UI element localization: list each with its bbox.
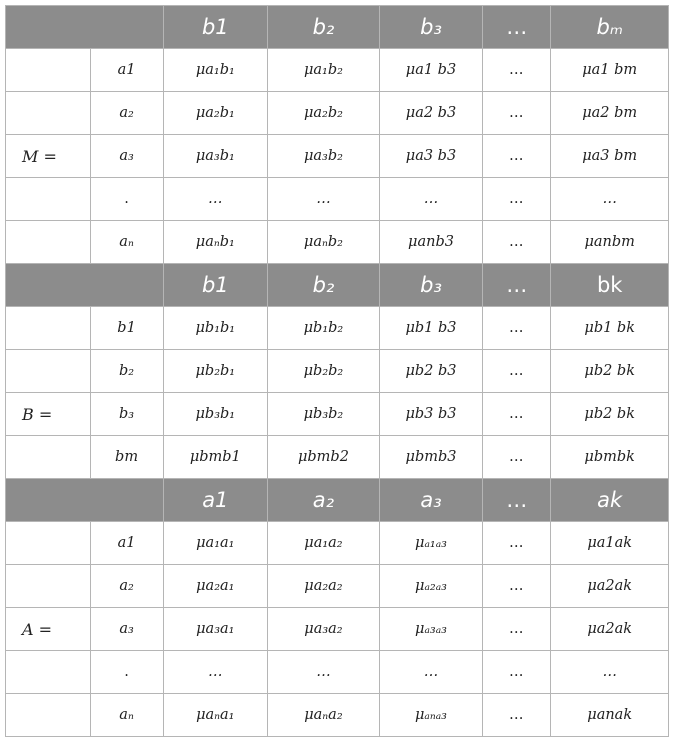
row-header-cell: a₃ [90, 135, 163, 178]
matrix-cell: … [483, 221, 551, 264]
column-header: … [483, 6, 551, 49]
label-cell [6, 436, 91, 479]
matrix-cell: μbmb2 [268, 436, 380, 479]
matrix-cell: μa3 bm [551, 135, 669, 178]
label-cell [6, 221, 91, 264]
matrix-cell: … [483, 393, 551, 436]
table-row [6, 135, 669, 178]
matrix-cell: μa₂a₁ [163, 565, 268, 608]
column-header: b1 [163, 6, 268, 49]
matrix-cell: μaₙb₁ [163, 221, 268, 264]
matrix-cell: μa₃b₁ [163, 135, 268, 178]
matrix-cell: μa2 bm [551, 92, 669, 135]
column-header: a₃ [379, 479, 482, 522]
row-header-cell: b1 [90, 307, 163, 350]
matrix-cell: μb3 b3 [379, 393, 482, 436]
matrix-cell: μanak [551, 694, 669, 737]
matrix-cell: μₐₙₐ₃ [379, 694, 482, 737]
matrix-label: M = [6, 135, 91, 178]
matrix-cell: … [483, 92, 551, 135]
matrix-cell: μa1ak [551, 522, 669, 565]
matrix-cell: μb2 bk [551, 350, 669, 393]
row-header-cell: aₙ [90, 694, 163, 737]
label-cell [6, 49, 91, 92]
matrix-cell: μa₃a₂ [268, 608, 380, 651]
matrix-cell: … [483, 178, 551, 221]
column-header: bₘ [551, 6, 669, 49]
matrix-label: A = [6, 608, 91, 651]
matrix-cell: μaₙa₁ [163, 694, 268, 737]
table-row [6, 178, 669, 221]
matrix-cell: μb₁b₁ [163, 307, 268, 350]
matrix-cell: … [551, 178, 669, 221]
table-row [6, 350, 669, 393]
table-row [6, 92, 669, 135]
row-header-cell: a₂ [90, 565, 163, 608]
table-row [6, 608, 669, 651]
column-header: … [483, 264, 551, 307]
matrix-label: B = [6, 393, 91, 436]
matrix-cell: μa2 b3 [379, 92, 482, 135]
matrix-cell: μa1 bm [551, 49, 669, 92]
table-row [6, 307, 669, 350]
column-header: a1 [163, 479, 268, 522]
row-header-cell: . [90, 651, 163, 694]
column-header: bk [551, 264, 669, 307]
row-header-cell: a1 [90, 49, 163, 92]
column-header: a₂ [268, 479, 380, 522]
table-body [6, 6, 669, 737]
matrix-cell: μb₃b₂ [268, 393, 380, 436]
matrix-cell: μb₂b₂ [268, 350, 380, 393]
matrix-cell: μb₁b₂ [268, 307, 380, 350]
matrix-cell: … [483, 608, 551, 651]
label-cell [6, 565, 91, 608]
matrix-cell: μaₙa₂ [268, 694, 380, 737]
matrix-cell: μa₁b₁ [163, 49, 268, 92]
label-cell [6, 350, 91, 393]
matrix-cell: μa₃b₂ [268, 135, 380, 178]
matrix-cell: … [379, 651, 482, 694]
label-cell [6, 307, 91, 350]
matrix-cell: μb2 bk [551, 393, 669, 436]
matrix-cell: … [163, 178, 268, 221]
matrix-cell: … [483, 694, 551, 737]
header-row [6, 6, 669, 49]
matrix-cell: … [483, 651, 551, 694]
column-header: b₃ [379, 6, 482, 49]
row-header-cell: a1 [90, 522, 163, 565]
matrix-cell: … [379, 178, 482, 221]
matrix-cell: μbmb1 [163, 436, 268, 479]
label-cell [6, 92, 91, 135]
table-row [6, 522, 669, 565]
header-corner-cell [6, 479, 164, 522]
header-corner-cell [6, 264, 164, 307]
row-header-cell: a₃ [90, 608, 163, 651]
column-header: b1 [163, 264, 268, 307]
matrix-cell: μb1 b3 [379, 307, 482, 350]
matrix-cell: … [163, 651, 268, 694]
column-header: b₂ [268, 6, 380, 49]
matrix-cell: … [268, 651, 380, 694]
header-row [6, 479, 669, 522]
matrix-cell: μbmbk [551, 436, 669, 479]
matrix-cell: μa₁a₂ [268, 522, 380, 565]
matrix-cell: … [483, 350, 551, 393]
header-corner-cell [6, 6, 164, 49]
matrix-cell: μa₁b₂ [268, 49, 380, 92]
column-header: ak [551, 479, 669, 522]
matrix-cell: … [483, 565, 551, 608]
matrix-cell: μb2 b3 [379, 350, 482, 393]
column-header: b₂ [268, 264, 380, 307]
matrix-cell: … [483, 49, 551, 92]
fuzzy-relation-matrices-table [5, 5, 669, 737]
matrix-cell: μa₂a₂ [268, 565, 380, 608]
matrix-cell: μa2ak [551, 608, 669, 651]
table-row [6, 694, 669, 737]
header-row [6, 264, 669, 307]
label-cell [6, 522, 91, 565]
matrix-cell: μb1 bk [551, 307, 669, 350]
matrix-cell: μa3 b3 [379, 135, 482, 178]
table-row [6, 651, 669, 694]
matrix-cell: μa2ak [551, 565, 669, 608]
matrix-cell: μₐ₃ₐ₃ [379, 608, 482, 651]
matrix-cell: … [483, 135, 551, 178]
matrix-cell: μanbm [551, 221, 669, 264]
matrix-cell: … [268, 178, 380, 221]
matrix-cell: … [483, 307, 551, 350]
table-row [6, 436, 669, 479]
matrix-cell: μbmb3 [379, 436, 482, 479]
matrix-cell: μa1 b3 [379, 49, 482, 92]
column-header: b₃ [379, 264, 482, 307]
table-row [6, 565, 669, 608]
label-cell [6, 694, 91, 737]
matrix-cell: μanb3 [379, 221, 482, 264]
table-row [6, 393, 669, 436]
column-header: … [483, 479, 551, 522]
table-row [6, 49, 669, 92]
matrix-cell: μa₂b₁ [163, 92, 268, 135]
matrix-cell: μaₙb₂ [268, 221, 380, 264]
label-cell [6, 651, 91, 694]
matrix-cell: … [483, 436, 551, 479]
matrix-cell: μa₂b₂ [268, 92, 380, 135]
matrix-cell: μb₂b₁ [163, 350, 268, 393]
label-cell [6, 178, 91, 221]
row-header-cell: aₙ [90, 221, 163, 264]
matrix-cell: μb₃b₁ [163, 393, 268, 436]
matrix-cell: μₐ₂ₐ₃ [379, 565, 482, 608]
row-header-cell: b₃ [90, 393, 163, 436]
matrix-cell: μa₁a₁ [163, 522, 268, 565]
matrix-cell: μa₃a₁ [163, 608, 268, 651]
row-header-cell: bm [90, 436, 163, 479]
row-header-cell: a₂ [90, 92, 163, 135]
matrix-cell: … [483, 522, 551, 565]
table-row [6, 221, 669, 264]
row-header-cell: b₂ [90, 350, 163, 393]
matrix-cell: μₐ₁ₐ₃ [379, 522, 482, 565]
row-header-cell: . [90, 178, 163, 221]
matrix-cell: … [551, 651, 669, 694]
